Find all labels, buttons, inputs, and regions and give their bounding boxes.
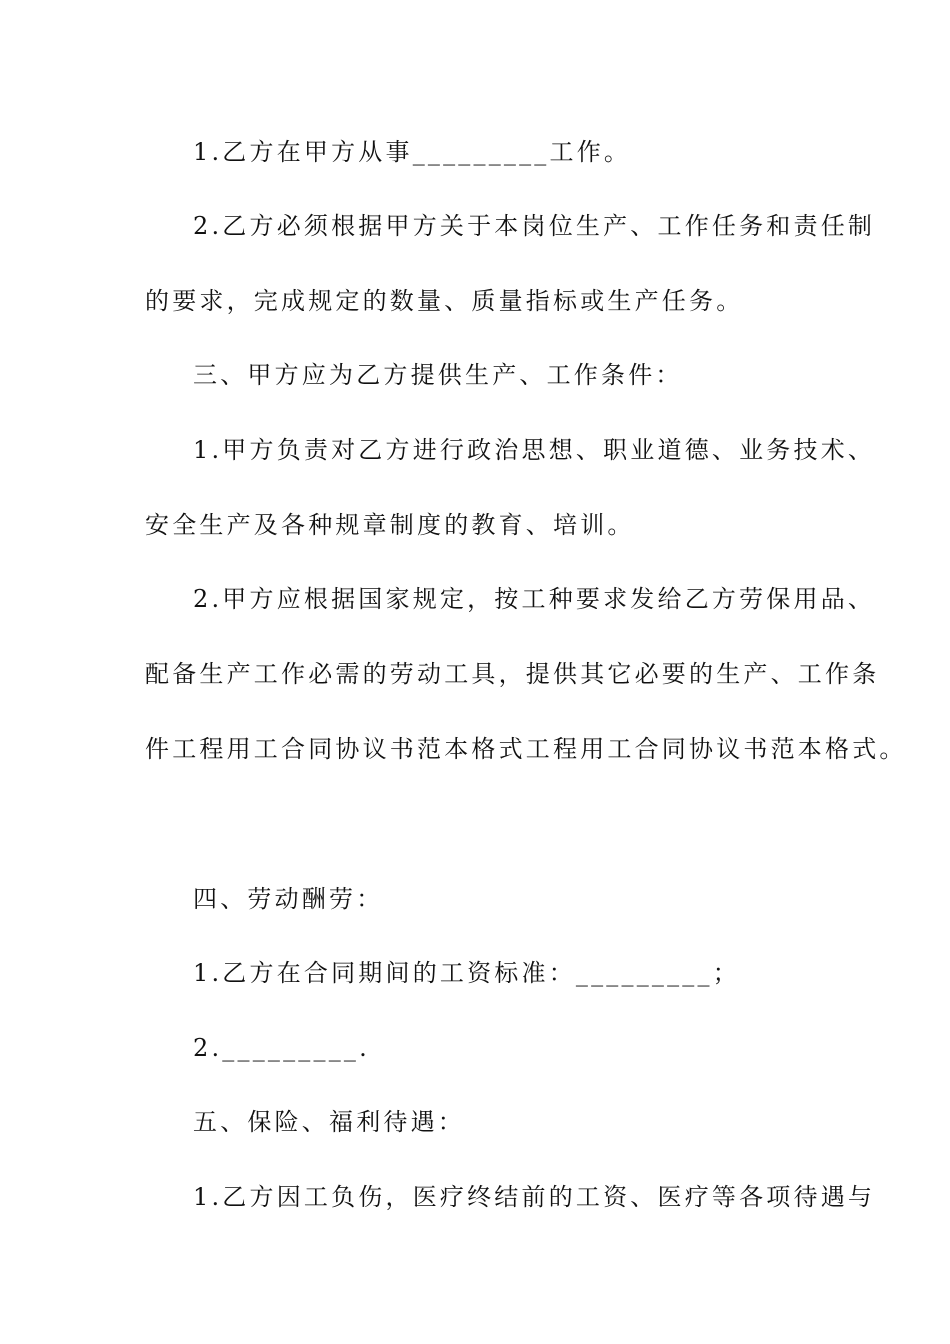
clause-2-1: 1.乙方在甲方从事_________工作。 <box>193 138 632 166</box>
clause-3-1-line-2: 安全生产及各种规章制度的教育、培训。 <box>145 511 635 539</box>
clause-2-2-line-2: 的要求，完成规定的数量、质量指标或生产任务。 <box>145 287 744 315</box>
clause-3-2-line-2: 配备生产工作必需的劳动工具，提供其它必要的生产、工作条 <box>145 660 880 688</box>
section-5-heading: 五、保险、福利待遇： <box>193 1108 465 1136</box>
clause-4-1: 1.乙方在合同期间的工资标准：_________； <box>193 959 740 987</box>
section-3-heading: 三、甲方应为乙方提供生产、工作条件： <box>193 361 683 389</box>
clause-2-2-line-1: 2.乙方必须根据甲方关于本岗位生产、工作任务和责任制 <box>193 212 876 240</box>
clause-3-2-line-3: 件工程用工合同协议书范本格式工程用工合同协议书范本格式。 <box>145 735 907 763</box>
clause-5-1: 1.乙方因工负伤，医疗终结前的工资、医疗等各项待遇与 <box>193 1183 876 1211</box>
clause-3-1-line-1: 1.甲方负责对乙方进行政治思想、职业道德、业务技术、 <box>193 436 876 464</box>
section-4-heading: 四、劳动酬劳： <box>193 885 384 913</box>
clause-3-2-line-1: 2.甲方应根据国家规定，按工种要求发给乙方劳保用品、 <box>193 585 876 613</box>
clause-4-2: 2._________. <box>193 1034 370 1062</box>
